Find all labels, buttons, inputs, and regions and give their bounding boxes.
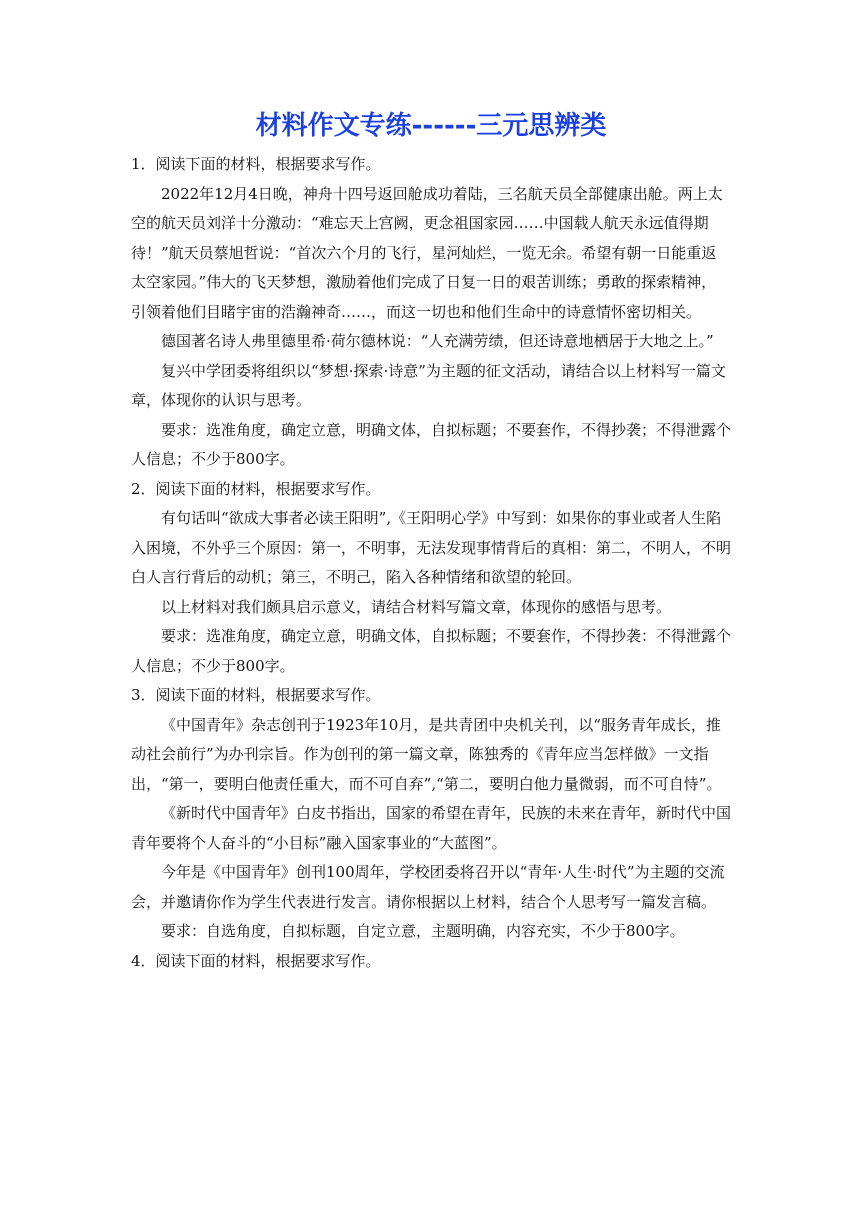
question-heading: 1．阅读下面的材料，根据要求写作。	[131, 155, 381, 173]
question-requirements: 要求：自选角度，自拟标题，自定立意，主题明确，内容充实，不少于800字。	[161, 922, 685, 940]
question-4	[131, 947, 731, 977]
question-requirements: 要求：选准角度，确定立意，明确文体，自拟标题；不要套作，不得抄袭：不得泄露个人信息；不少于800字。	[131, 627, 732, 675]
question-paragraph: 德国著名诗人弗里德里希·荷尔德林说：“人充满劳绩，但还诗意地栖居于大地之上。”	[161, 332, 714, 350]
question-2	[131, 475, 731, 682]
question-3	[131, 681, 731, 947]
document-page	[131, 104, 731, 976]
question-paragraph: 《新时代中国青年》白皮书指出，国家的希望在青年，民族的未来在青年，新时代中国青年要将个人奋斗的“小目标”融入国家事业的“大蓝图”。	[131, 804, 732, 852]
question-paragraph: 有句话叫“欲成大事者必读王阳明”,《王阳明心学》中写到：如果你的事业或者人生陷入困境，不外乎三个原因：第一，不明事，无法发现事情背后的真相：第二，不明人，不明白人言行背后的动机；第三，不明己，陷入各种情绪和欲望的轮回。	[131, 509, 732, 586]
question-paragraph: 2022年12月4日晚，神舟十四号返回舱成功着陆，三名航天员全部健康出舱。两上太空的航天员刘洋十分激动：“难忘天上宫阙，更念祖国家园……中国载人航天永远值得期待！”航天员蔡旭哲说：“首次六个月的飞行，星河灿烂，一览无余。希望有朝一日能重返太空家园。”伟大的飞天梦想，激励着他们完成了日复一日的艰苦训练；勇敢的探索精神，引领着他们目睹宇宙的浩瀚神奇……，而这一切也和他们生命中的诗意情怀密切相关。	[131, 184, 723, 321]
question-paragraph: 今年是《中国青年》创刊100周年，学校团委将召开以“青年·人生·时代”为主题的交流会，并邀请你作为学生代表进行发言。请你根据以上材料，结合个人思考写一篇发言稿。	[131, 863, 725, 911]
question-paragraph: 《中国青年》杂志创刊于1923年10月，是共青团中央机关刊，以“服务青年成长，推动社会前行”为办刊宗旨。作为创刊的第一篇文章，陈独秀的《青年应当怎样做》一文指出，“第一，要明白他责任重大，而不可自弃”,“第二，要明白他力量微弱，而不可自恃”。	[131, 715, 722, 793]
question-paragraph: 以上材料对我们颇具启示意义，请结合材料写篇文章，体现你的感悟与思考。	[161, 597, 672, 616]
question-heading: 3．阅读下面的材料，根据要求写作。	[131, 686, 381, 704]
document-title: 材料作文专练------三元思辨类	[255, 111, 607, 141]
question-heading: 2．阅读下面的材料，根据要求写作。	[131, 479, 381, 498]
question-paragraph: 复兴中学团委将组织以“梦想·探索·诗意”为主题的征文活动，请结合以上材料写一篇文章，体现你的认识与思考。	[131, 361, 726, 409]
question-heading: 4．阅读下面的材料，根据要求写作。	[131, 951, 381, 970]
question-requirements: 要求：选准角度，确定立意，明确文体，自拟标题；不要套作，不得抄袭；不得泄露个人信息；不少于800字。	[131, 420, 732, 468]
question-1	[131, 150, 731, 475]
